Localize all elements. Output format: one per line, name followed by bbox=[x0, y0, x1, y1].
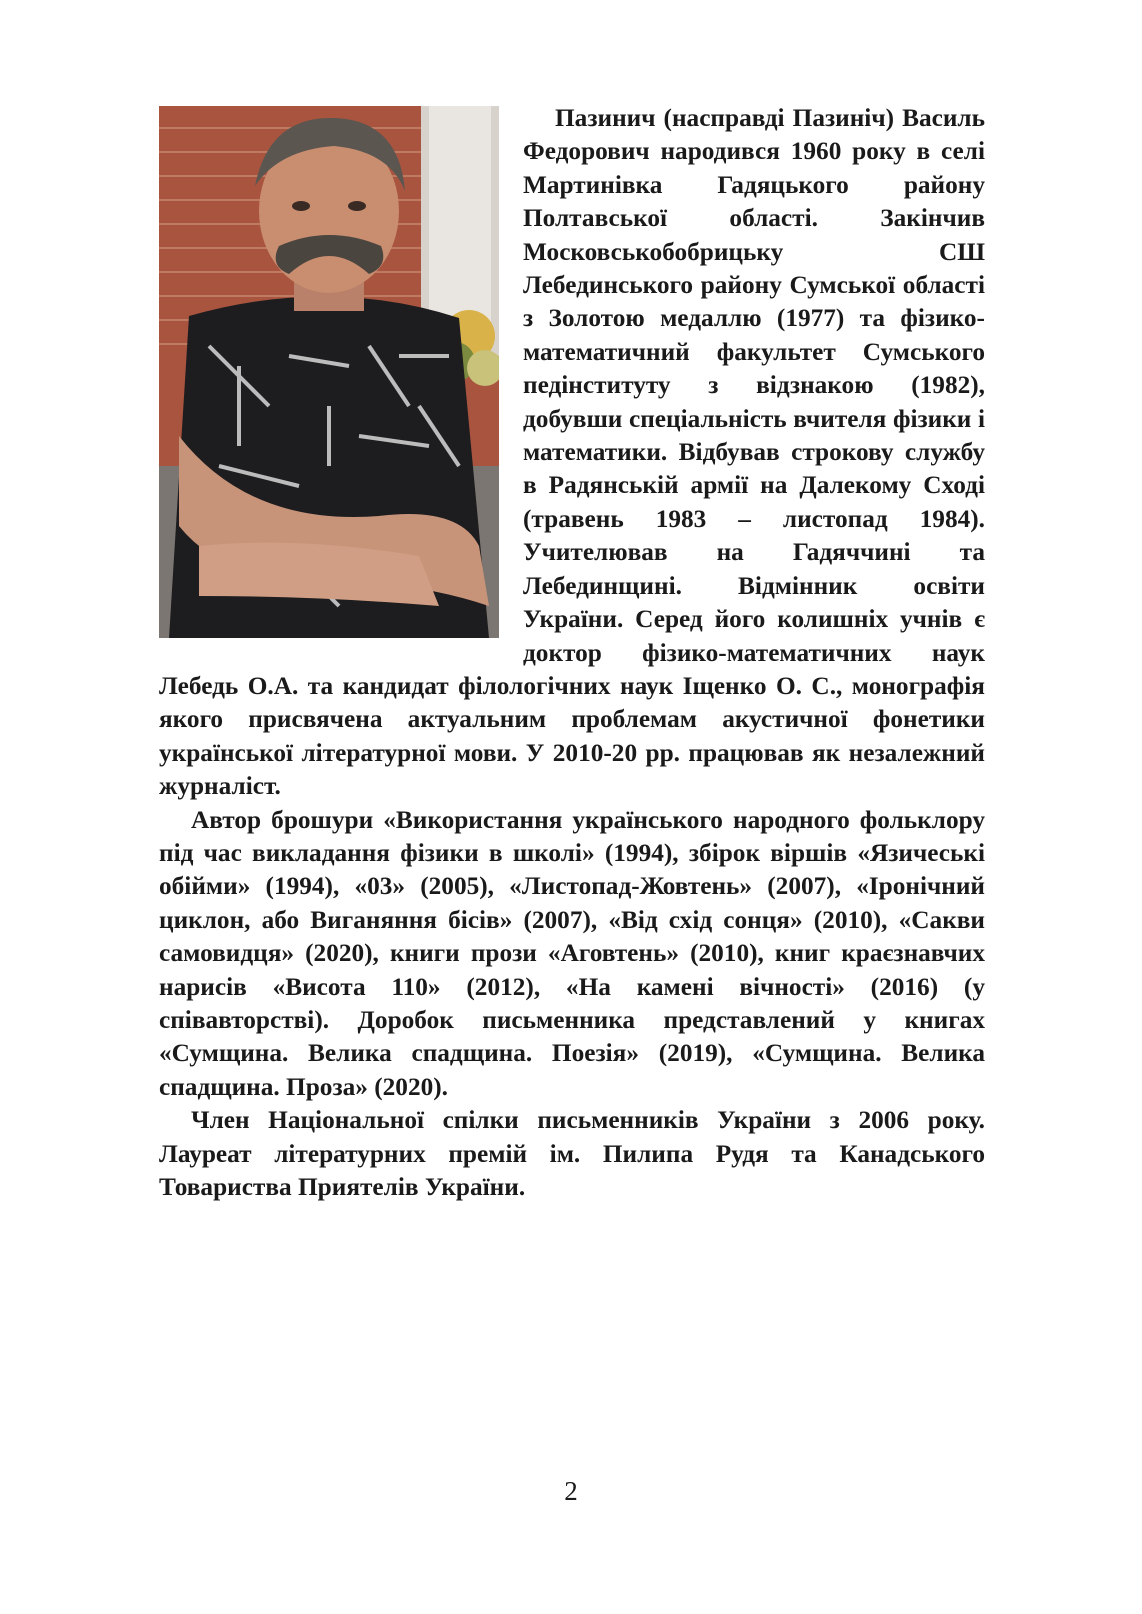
paragraph-works: Автор брошури «Використання українського народного фольклору під час викладання фізики в школі» (1994), збірок віршів «Язичеські обійми» (1994), «03» (2005), «Листопад-Жовтень» (2007), «Іронічний циклон, або Виганяння бісів» (2007), «Від схід сонця» (2010), «Сакви самовидця» (2020), книги прози «Аговтень» (2010), книг краєзнавчих нарисів «Висота 110» (2012), «На камені вічності» (2016) (у співавторстві). Доробок письменника представлений у книгах «Сумщина. Велика спадщина. Поезія» (2019), «Сумщина. Велика спадщина. Проза» (2020). bbox=[159, 805, 985, 1101]
page-number: 2 bbox=[564, 1476, 578, 1506]
portrait-photo bbox=[159, 106, 499, 638]
document-body bbox=[159, 102, 985, 1204]
paragraph-membership: Член Національної спілки письменників України з 2006 року. Лауреат літературних премій ім. Пилипа Рудя та Канадського Товариства Приятелів України. bbox=[159, 1106, 985, 1201]
paragraph-biography: Пазинич (насправді Пазиніч) Василь Федорович народився 1960 року в селі Мартинівка Гадяцького району Полтавської області. Закінчив Московськобобрицьку СШ Лебединського району Сумської області з Золотою медаллю (1977) та фізико-математичний факультет Сумського педінституту з відзнакою (1982), добувши спеціальність вчителя фізики і математики. Відбував строкову службу в Радянській армії на Далекому Сході (травень 1983 – листопад 1984). Учителював на Гадяччині та Лебединщині. Відмінник освіти України. Серед його колишніх учнів є доктор фізико-математичних наук Лебедь О.А. та кандидат філологічних наук Іщенко О. С., монографія якого присвячена актуальним проблемам акустичної фонетики української літературної мови. У 2010-20 рр. працював як незалежний журналіст. bbox=[159, 104, 985, 801]
